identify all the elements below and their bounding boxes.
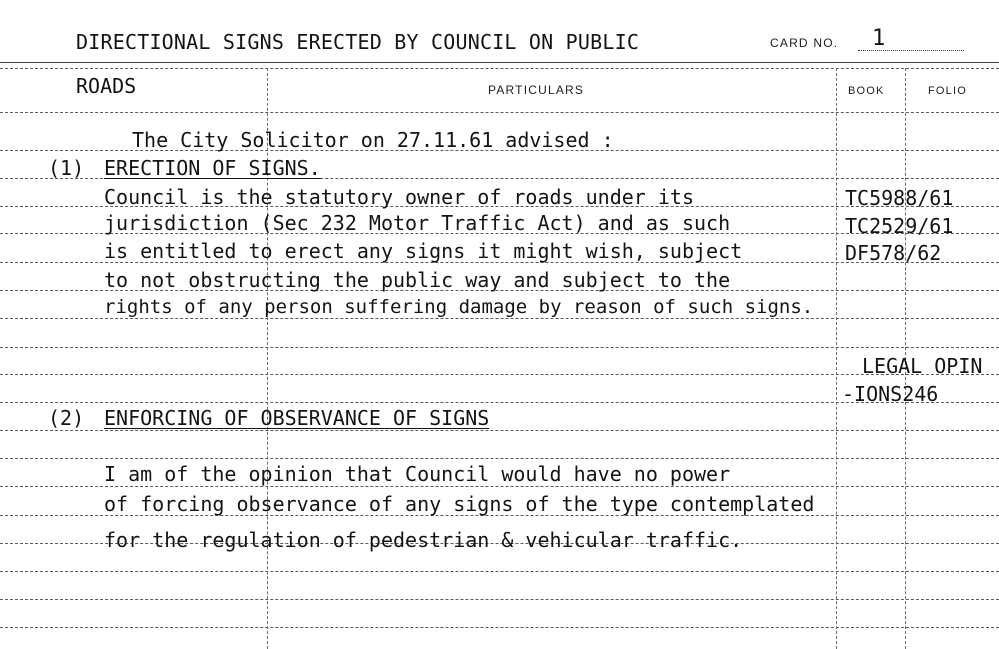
ruled-line bbox=[0, 458, 999, 459]
card-no-dots bbox=[858, 50, 964, 51]
intro-line: The City Solicitor on 27.11.61 advised : bbox=[132, 128, 614, 152]
column-header-book: BOOK bbox=[848, 85, 885, 97]
section-1-line: rights of any person suffering damage by reason of such signs. bbox=[104, 296, 814, 318]
section-2-line: of forcing observance of any signs of the type contemplated bbox=[104, 492, 815, 516]
card-no-value: 1 bbox=[872, 26, 886, 51]
ruled-line bbox=[0, 627, 999, 628]
section-1-line: to not obstructing the public way and subject to the bbox=[104, 268, 731, 292]
section-2-heading: ENFORCING OF OBSERVANCE OF SIGNS bbox=[104, 406, 490, 430]
ruled-line bbox=[0, 571, 999, 572]
book-ref: TC5988/61 bbox=[845, 186, 954, 210]
ruled-line bbox=[0, 430, 999, 431]
card-title: DIRECTIONAL SIGNS ERECTED BY COUNCIL ON PUBLIC bbox=[76, 30, 640, 54]
column-header-folio: FOLIO bbox=[928, 85, 968, 97]
section-1-heading: ERECTION OF SIGNS. bbox=[104, 156, 321, 180]
column-divider-book bbox=[836, 68, 837, 649]
section-1-number: (1) bbox=[48, 156, 85, 180]
ruled-line bbox=[0, 347, 999, 348]
section-1-line: is entitled to erect any signs it might wish, subject bbox=[104, 239, 743, 263]
column-header-particulars: PARTICULARS bbox=[488, 83, 585, 97]
ruled-line bbox=[0, 486, 999, 487]
legal-opinion-ref: LEGAL OPIN bbox=[862, 354, 983, 378]
section-2-line: for the regulation of pedestrian & vehicular traffic. bbox=[104, 528, 743, 552]
section-1-line: Council is the statutory owner of roads under its bbox=[104, 185, 695, 209]
header-rule-2 bbox=[0, 68, 999, 69]
section-2-line: I am of the opinion that Council would have no power bbox=[104, 462, 731, 486]
ruled-line bbox=[0, 318, 999, 319]
ruled-line bbox=[0, 112, 999, 113]
book-ref: TC2529/61 bbox=[845, 214, 954, 238]
header-rule bbox=[0, 62, 999, 63]
section-1-line: jurisdiction (Sec 232 Motor Traffic Act) and as such bbox=[104, 211, 731, 235]
ruled-line bbox=[0, 374, 999, 375]
book-ref: DF578/62 bbox=[845, 241, 942, 265]
card-title-continued: ROADS bbox=[76, 74, 137, 98]
card-no-label: CARD NO. bbox=[770, 36, 839, 50]
section-2-number: (2) bbox=[48, 406, 85, 430]
legal-opinion-ref-cont: -IONS246 bbox=[842, 382, 939, 406]
ruled-line bbox=[0, 599, 999, 600]
